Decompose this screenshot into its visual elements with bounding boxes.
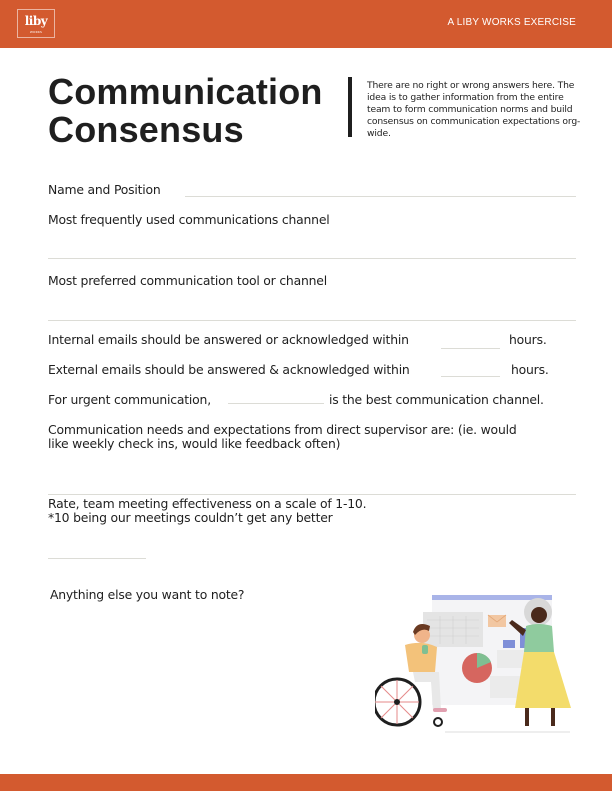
header-bar — [0, 0, 612, 48]
urgent-channel-field[interactable] — [228, 403, 324, 404]
intro-text: There are no right or wrong answers here. The idea is to gather information from the entire team to form communication norms and build consensus on communication expectations org-wide. — [367, 80, 581, 139]
rating-label — [48, 497, 366, 525]
title-line-2: Consensus — [48, 109, 244, 150]
preferred-tool-field[interactable] — [48, 320, 576, 321]
internal-emails-hours-field[interactable] — [441, 348, 500, 349]
title-divider — [348, 77, 352, 137]
anything-else-label: Anything else you want to note? — [50, 587, 245, 602]
external-emails-hours-field[interactable] — [441, 376, 500, 377]
liby-works-logo — [17, 9, 55, 38]
name-position-field[interactable] — [185, 196, 576, 197]
title-line-1: Communication — [48, 71, 323, 112]
external-emails-label: External emails should be answered & acknowledged within — [48, 362, 410, 377]
supervisor-label — [48, 423, 517, 451]
page-title — [48, 73, 323, 149]
rating-label-line-2: *10 being our meetings couldn’t get any better — [48, 510, 333, 525]
urgent-label: For urgent communication, — [48, 392, 211, 407]
preferred-tool-label: Most preferred communication tool or channel — [48, 273, 327, 288]
footer-bar — [0, 774, 612, 791]
header-tagline: A LIBY WORKS EXERCISE — [447, 17, 576, 28]
frequent-channel-field[interactable] — [48, 258, 576, 259]
rating-field[interactable] — [48, 558, 146, 559]
urgent-label-after: is the best communication channel. — [329, 392, 544, 407]
supervisor-label-line-1: Communication needs and expectations from direct supervisor are: (ie. would — [48, 422, 517, 437]
supervisor-label-line-2: like weekly check ins, would like feedback often) — [48, 436, 341, 451]
logo-wordmark: liby — [24, 14, 48, 28]
team-meeting-illustration-icon — [375, 590, 590, 735]
logo-subtext: WORKS — [29, 30, 43, 34]
rating-label-line-1: Rate, team meeting effectiveness on a scale of 1-10. — [48, 496, 367, 511]
external-emails-unit: hours. — [511, 362, 549, 377]
name-position-label: Name and Position — [48, 182, 161, 197]
supervisor-field[interactable] — [48, 494, 576, 495]
bar-chart — [503, 640, 515, 648]
internal-emails-label: Internal emails should be answered or acknowledged within — [48, 332, 409, 347]
frequent-channel-label: Most frequently used communications channel — [48, 212, 330, 227]
internal-emails-unit: hours. — [509, 332, 547, 347]
